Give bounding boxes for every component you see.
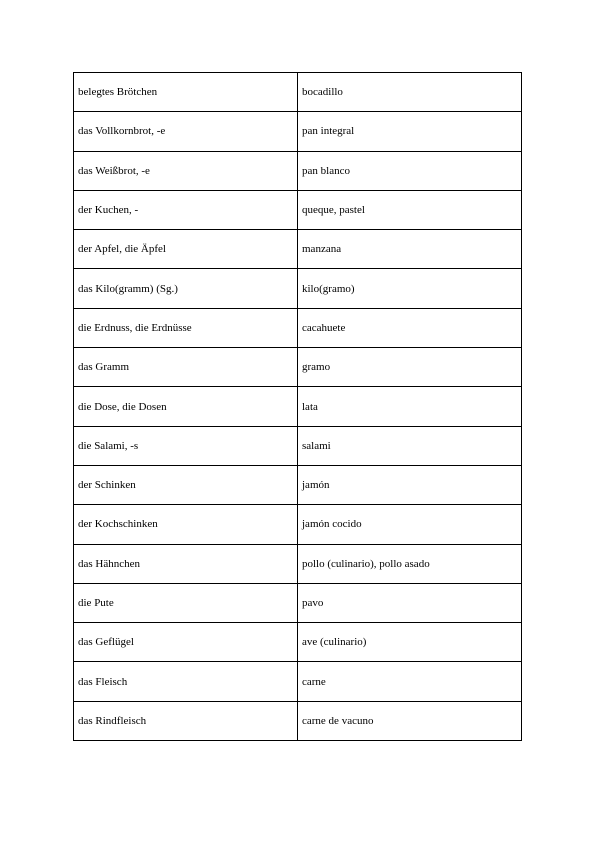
- spanish-term: pan blanco: [298, 151, 522, 190]
- table-row: [74, 505, 522, 544]
- table-row: [74, 465, 522, 504]
- spanish-term: jamón cocido: [298, 505, 522, 544]
- vocabulary-table: [73, 72, 522, 741]
- spanish-term: ave (culinario): [298, 623, 522, 662]
- german-term: die Pute: [74, 583, 298, 622]
- spanish-term: pavo: [298, 583, 522, 622]
- spanish-term: jamón: [298, 465, 522, 504]
- german-term: die Salami, -s: [74, 426, 298, 465]
- german-term: belegtes Brötchen: [74, 73, 298, 112]
- spanish-term: carne de vacuno: [298, 701, 522, 740]
- german-term: die Dose, die Dosen: [74, 387, 298, 426]
- german-term: das Geflügel: [74, 623, 298, 662]
- table-row: [74, 426, 522, 465]
- table-row: [74, 230, 522, 269]
- table-row: [74, 190, 522, 229]
- spanish-term: kilo(gramo): [298, 269, 522, 308]
- spanish-term: bocadillo: [298, 73, 522, 112]
- german-term: der Kuchen, -: [74, 190, 298, 229]
- table-row: [74, 151, 522, 190]
- german-term: das Weißbrot, -e: [74, 151, 298, 190]
- table-row: [74, 583, 522, 622]
- spanish-term: cacahuete: [298, 308, 522, 347]
- german-term: der Apfel, die Äpfel: [74, 230, 298, 269]
- table-row: [74, 623, 522, 662]
- spanish-term: lata: [298, 387, 522, 426]
- spanish-term: gramo: [298, 348, 522, 387]
- table-row: [74, 662, 522, 701]
- spanish-term: manzana: [298, 230, 522, 269]
- spanish-term: pollo (culinario), pollo asado: [298, 544, 522, 583]
- german-term: das Rindfleisch: [74, 701, 298, 740]
- table-row: [74, 387, 522, 426]
- german-term: das Kilo(gramm) (Sg.): [74, 269, 298, 308]
- spanish-term: carne: [298, 662, 522, 701]
- spanish-term: pan integral: [298, 112, 522, 151]
- table-row: [74, 701, 522, 740]
- german-term: das Fleisch: [74, 662, 298, 701]
- vocabulary-table-body: [74, 73, 522, 741]
- german-term: der Schinken: [74, 465, 298, 504]
- spanish-term: salami: [298, 426, 522, 465]
- table-row: [74, 348, 522, 387]
- table-row: [74, 308, 522, 347]
- german-term: das Gramm: [74, 348, 298, 387]
- german-term: die Erdnuss, die Erdnüsse: [74, 308, 298, 347]
- table-row: [74, 544, 522, 583]
- table-row: [74, 73, 522, 112]
- table-row: [74, 112, 522, 151]
- german-term: das Vollkornbrot, -e: [74, 112, 298, 151]
- german-term: das Hähnchen: [74, 544, 298, 583]
- spanish-term: queque, pastel: [298, 190, 522, 229]
- table-row: [74, 269, 522, 308]
- german-term: der Kochschinken: [74, 505, 298, 544]
